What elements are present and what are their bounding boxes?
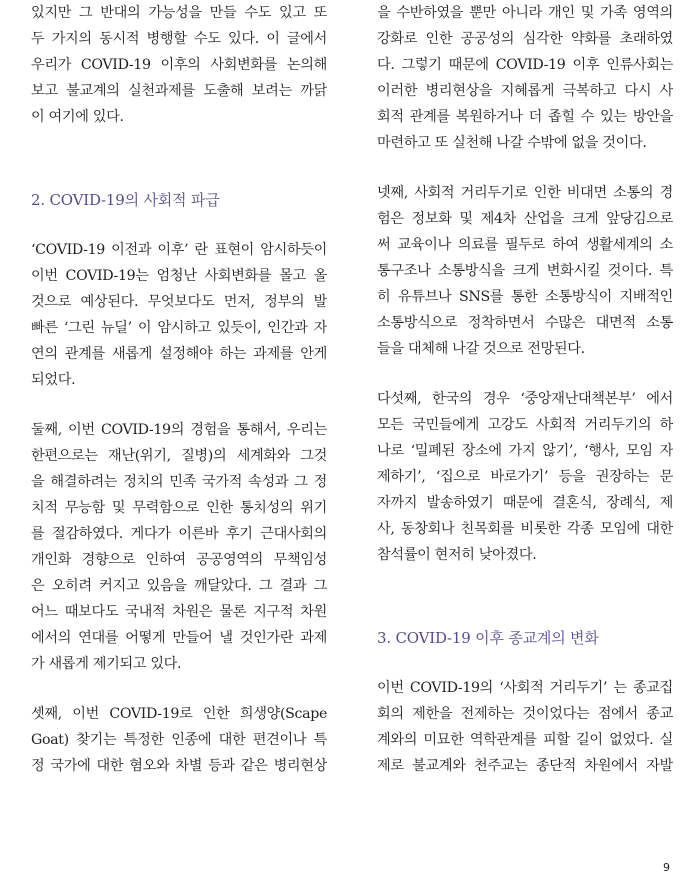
paragraph-first-impact: [31, 237, 327, 393]
text-line: 되었다.: [31, 372, 76, 388]
text-line: 마련하고 또 실천해 나갈 수밖에 없을 것이다.: [377, 135, 647, 151]
paragraph-intro-continued: [31, 0, 327, 130]
text-line: Goat) 찾기는 특정한 인종에 대한 편견이나 특: [31, 732, 327, 748]
paragraph-fifth-impact: [377, 386, 673, 568]
text-line: 다. 그렇기 때문에 COVID-19 이후 인류사회는: [377, 57, 673, 73]
text-line: 셋째, 이번 COVID-19로 인한 희생양(Scape: [31, 706, 327, 722]
text-line: 한편으로는 재난(위기, 질병)의 세계화와 그것: [31, 448, 327, 464]
text-line: ‘COVID-19 이전과 이후’ 란 표현이 암시하듯이: [31, 242, 327, 258]
text-line: 있지만 그 반대의 가능성을 만들 수도 있고 또: [31, 5, 327, 21]
text-line: 이러한 병리현상을 지혜롭게 극복하고 다시 사: [377, 83, 673, 99]
paragraph-second-impact: [31, 417, 327, 677]
section-heading-2: 2. COVID-19의 사회적 파급: [31, 191, 220, 209]
text-line: 둘째, 이번 COVID-19의 경험을 통해서, 우리는: [31, 422, 327, 438]
text-line: 정 국가에 대한 혐오와 차별 등과 같은 병리현상: [31, 758, 327, 774]
section-heading-3: 3. COVID-19 이후 종교계의 변화: [377, 629, 599, 647]
text-line: 다섯째, 한국의 경우 ‘중앙재난대책본부’ 에서: [377, 391, 673, 407]
text-line: 강화로 인한 공공성의 심각한 약화를 초래하였: [377, 31, 673, 47]
text-line: 이 여기에 있다.: [31, 109, 124, 125]
text-line: 나로 ‘밀폐된 장소에 가지 않기’, ‘행사, 모임 자: [377, 443, 673, 459]
text-line: 히 유튜브나 SNS를 통한 소통방식이 지배적인: [377, 289, 673, 305]
text-line: 를 절감하였다. 게다가 이른바 후기 근대사회의: [31, 526, 327, 542]
text-line: 에서의 연대를 어떻게 만들어 낼 것인가란 과제: [31, 630, 327, 646]
text-line: 계와의 미묘한 역학관계를 피할 길이 없었다. 실: [377, 732, 673, 748]
text-line: 참석률이 현저히 낮아졌다.: [377, 547, 537, 563]
text-line: 것으로 예상된다. 무엇보다도 먼저, 정부의 발: [31, 294, 327, 310]
text-line: 자까지 발송하였기 때문에 결혼식, 장례식, 제: [377, 495, 673, 511]
paragraph-fourth-impact: [377, 180, 673, 362]
page-number: 9: [663, 861, 670, 874]
paragraph-third-impact: [31, 701, 327, 779]
text-line: 제로 불교계와 천주교는 종단적 차원에서 자발: [377, 758, 673, 774]
paragraph-third-impact-continued: [377, 0, 673, 156]
text-line: 모든 국민들에게 고강도 사회적 거리두기의 하: [377, 417, 673, 433]
text-line: 치적 무능함 및 무력함으로 인한 통치성의 위기: [31, 500, 327, 516]
text-line: 두 가지의 동시적 병행할 수도 있다. 이 글에서: [31, 31, 327, 47]
text-line: 제하기’, ‘집으로 바로가기’ 등을 권장하는 문: [377, 469, 673, 485]
text-line: 보고 불교계의 실천과제를 도출해 보려는 까닭: [31, 83, 327, 99]
text-line: 연의 관계를 새롭게 설정해야 하는 과제를 안게: [31, 346, 327, 362]
text-line: 을 해결하려는 정치의 민족 국가적 속성과 그 정: [31, 474, 327, 490]
text-line: 소통방식으로 정착하면서 수많은 대면적 소통: [377, 315, 673, 331]
text-line: 넷째, 사회적 거리두기로 인한 비대면 소통의 경: [377, 185, 673, 201]
text-line: 개인화 경향으로 인하여 공공영역의 무책임성: [31, 552, 327, 568]
text-line: 가 새롭게 제기되고 있다.: [31, 656, 182, 672]
text-line: 이번 COVID-19의 ‘사회적 거리두기’ 는 종교집: [377, 680, 673, 696]
text-line: 이번 COVID-19는 엄청난 사회변화를 몰고 올: [31, 268, 327, 284]
paragraph-religion-change: [377, 675, 673, 779]
text-line: 어느 때보다도 국내적 차원은 물론 지구적 차원: [31, 604, 327, 620]
text-line: 써 교육이나 의료를 필두로 하여 생활세계의 소: [377, 237, 673, 253]
text-line: 우리가 COVID-19 이후의 사회변화를 논의해: [31, 57, 327, 73]
left-column: [31, 0, 327, 779]
text-line: 을 수반하였을 뿐만 아니라 개인 및 가족 영역의: [377, 5, 673, 21]
text-line: 회적 관계를 복원하거나 더 좁힐 수 있는 방안을: [377, 109, 673, 125]
text-line: 빠른 ‘그린 뉴딜’ 이 암시하고 있듯이, 인간과 자: [31, 320, 327, 336]
text-line: 통구조나 소통방식을 크게 변화시킬 것이다. 특: [377, 263, 673, 279]
text-line: 험은 정보화 및 제4차 산업을 크게 앞당김으로: [377, 211, 673, 227]
text-line: 사, 동창회나 친목회를 비롯한 각종 모임에 대한: [377, 521, 673, 537]
right-column: [377, 0, 673, 779]
text-line: 들을 대체해 나갈 것으로 전망된다.: [377, 341, 585, 357]
text-line: 은 오히려 커지고 있음을 깨달았다. 그 결과 그: [31, 578, 327, 594]
text-line: 회의 제한을 전제하는 것이었다는 점에서 종교: [377, 706, 673, 722]
